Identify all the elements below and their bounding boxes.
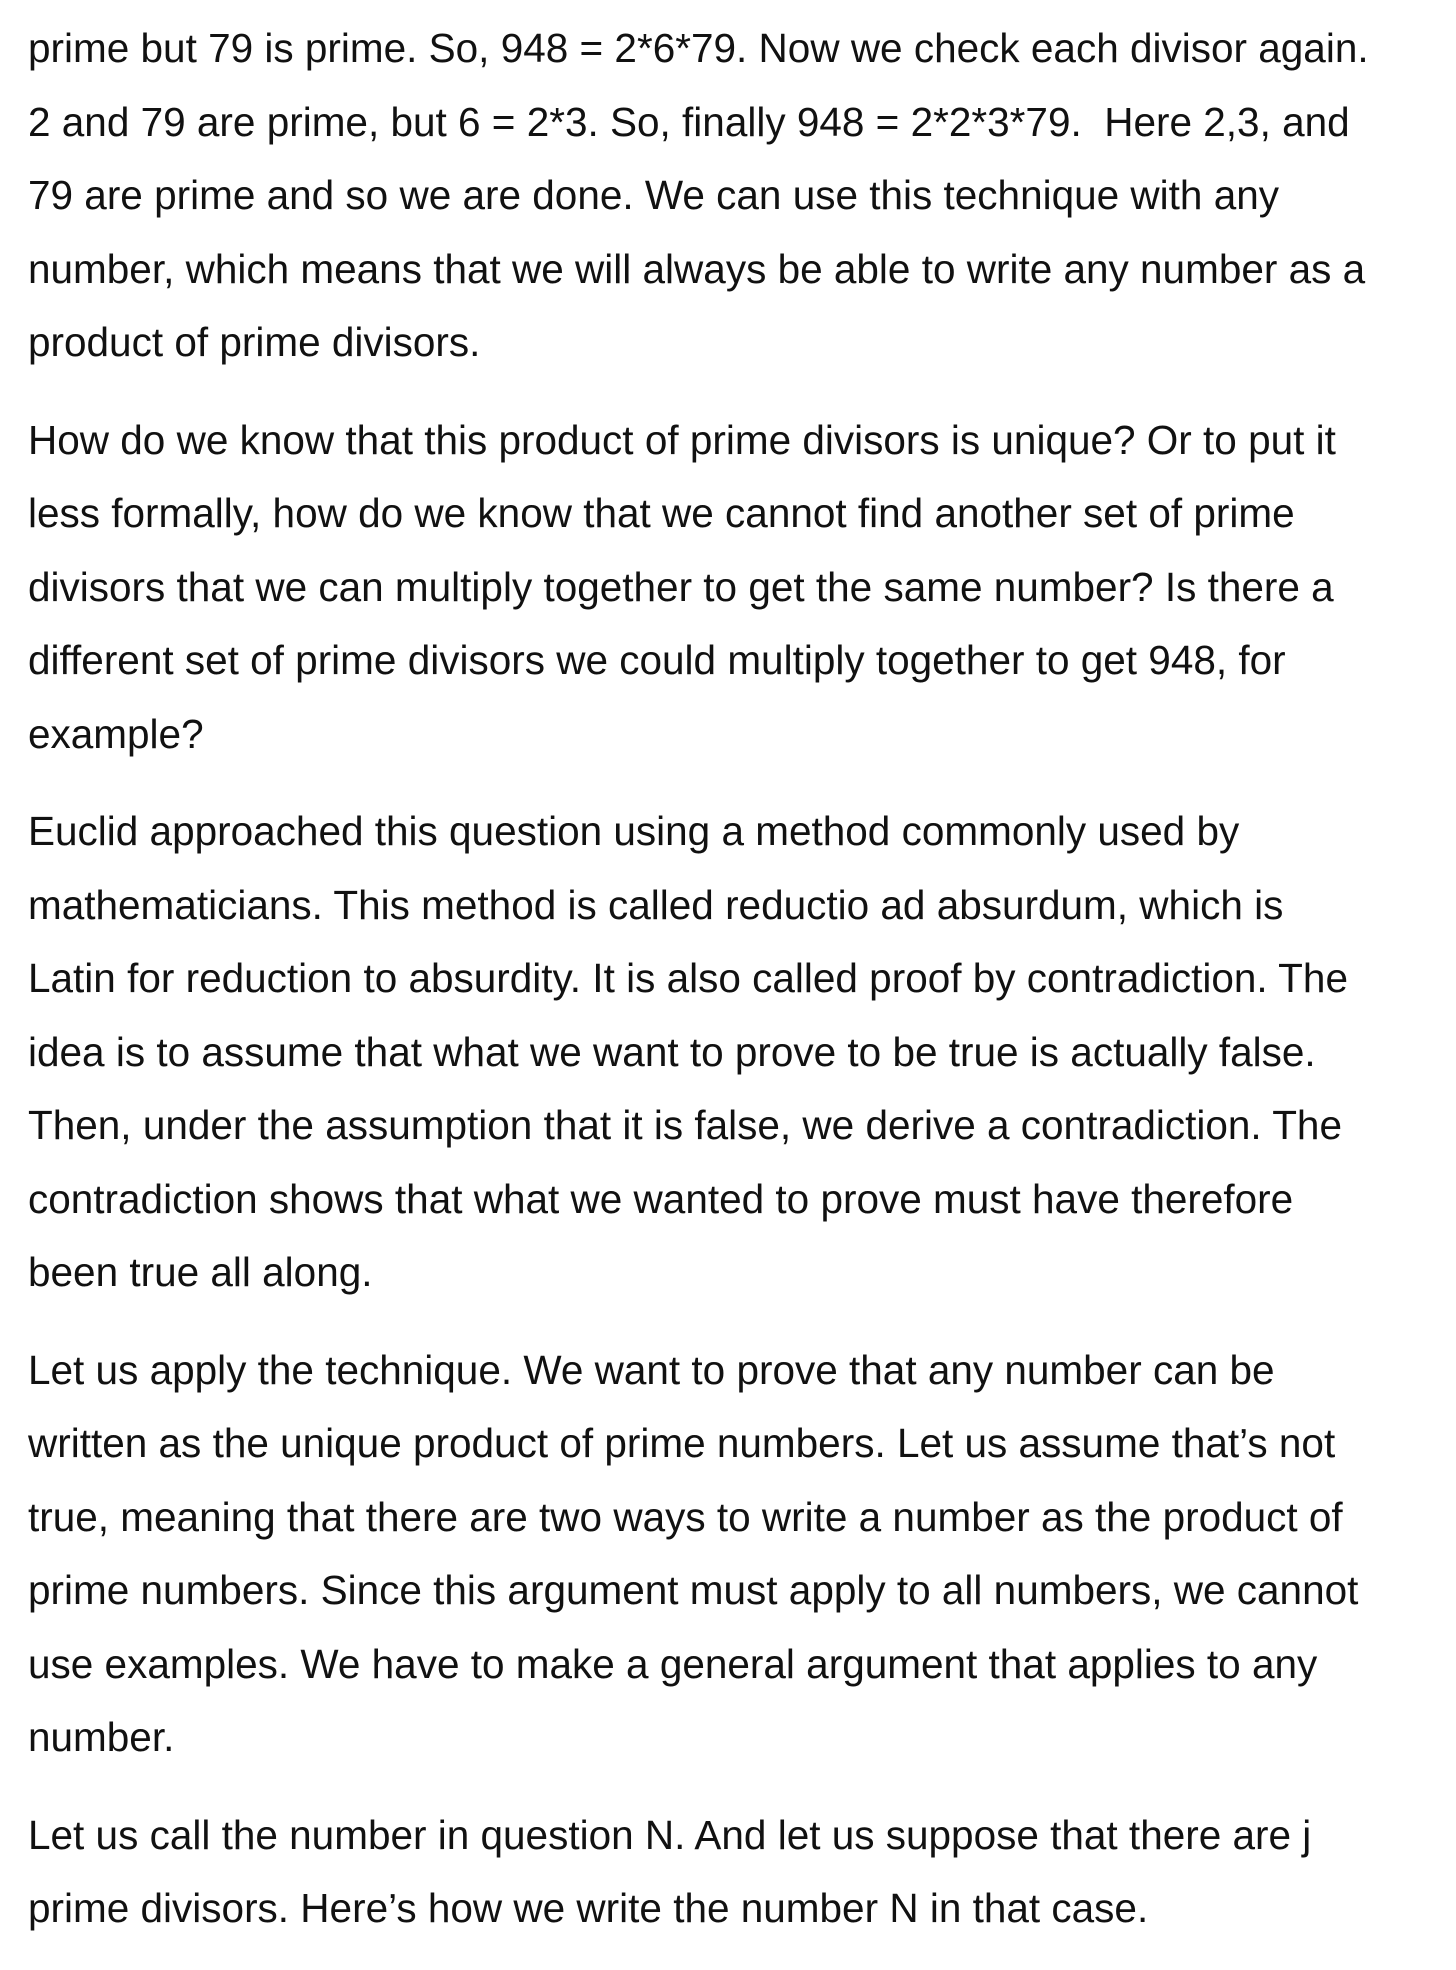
text-line: How do we know that this product of prime divisors is unique? Or to put it [28, 416, 1336, 463]
text-line: prime divisors. Here’s how we write the number N in that case. [28, 1885, 1149, 1931]
text-line: prime but 79 is prime. So, 948 = 2*6*79. Now we check each divisor again. [28, 25, 1369, 71]
paragraph-number-n [28, 1799, 1438, 1946]
text-line: true, meaning that there are two ways to write a number as the product of [28, 1493, 1343, 1540]
text-line: number. [28, 1714, 175, 1760]
text-line: 79 are prime and so we are done. We can use this technique with any [28, 172, 1279, 218]
text-line: been true all along. [28, 1249, 373, 1295]
text-line: Latin for reduction to absurdity. It is also called proof by contradiction. The [28, 955, 1348, 1001]
text-line: example? [28, 710, 204, 757]
text-line: Let us apply the technique. We want to prove that any number can be [28, 1346, 1275, 1393]
text-line: mathematicians. This method is called reductio ad absurdum, which is [28, 881, 1284, 928]
text-line: use examples. We have to make a general argument that applies to any [28, 1640, 1318, 1687]
text-line: idea is to assume that what we want to prove to be true is actually false. [28, 1028, 1316, 1075]
text-line: divisors that we can multiply together to get the same number? Is there a [28, 563, 1334, 610]
text-line: Euclid approached this question using a method commonly used by [28, 808, 1240, 854]
paragraph-prime-factorization [28, 12, 1438, 380]
paragraph-reductio-ad-absurdum [28, 795, 1438, 1310]
text-line: less formally, how do we know that we cannot find another set of prime [28, 490, 1295, 536]
text-line: 2 and 79 are prime, but 6 = 2*3. So, finally 948 = 2*2*3*79. Here 2,3, and [28, 98, 1350, 145]
text-line: Then, under the assumption that it is false, we derive a contradiction. The [28, 1102, 1342, 1148]
text-line: different set of prime divisors we could multiply together to get 948, for [28, 637, 1286, 683]
text-line: written as the unique product of prime numbers. Let us assume that’s not [28, 1420, 1336, 1466]
paragraph-apply-technique [28, 1334, 1438, 1775]
paragraph-uniqueness-question [28, 404, 1438, 772]
text-line: number, which means that we will always be able to write any number as a [28, 245, 1366, 292]
text-line: contradiction shows that what we wanted to prove must have therefore [28, 1175, 1294, 1222]
document-body [28, 12, 1438, 1970]
text-line: Let us call the number in question N. And let us suppose that there are j [28, 1811, 1312, 1858]
text-line: prime numbers. Since this argument must apply to all numbers, we cannot [28, 1567, 1359, 1613]
text-line: product of prime divisors. [28, 319, 481, 365]
